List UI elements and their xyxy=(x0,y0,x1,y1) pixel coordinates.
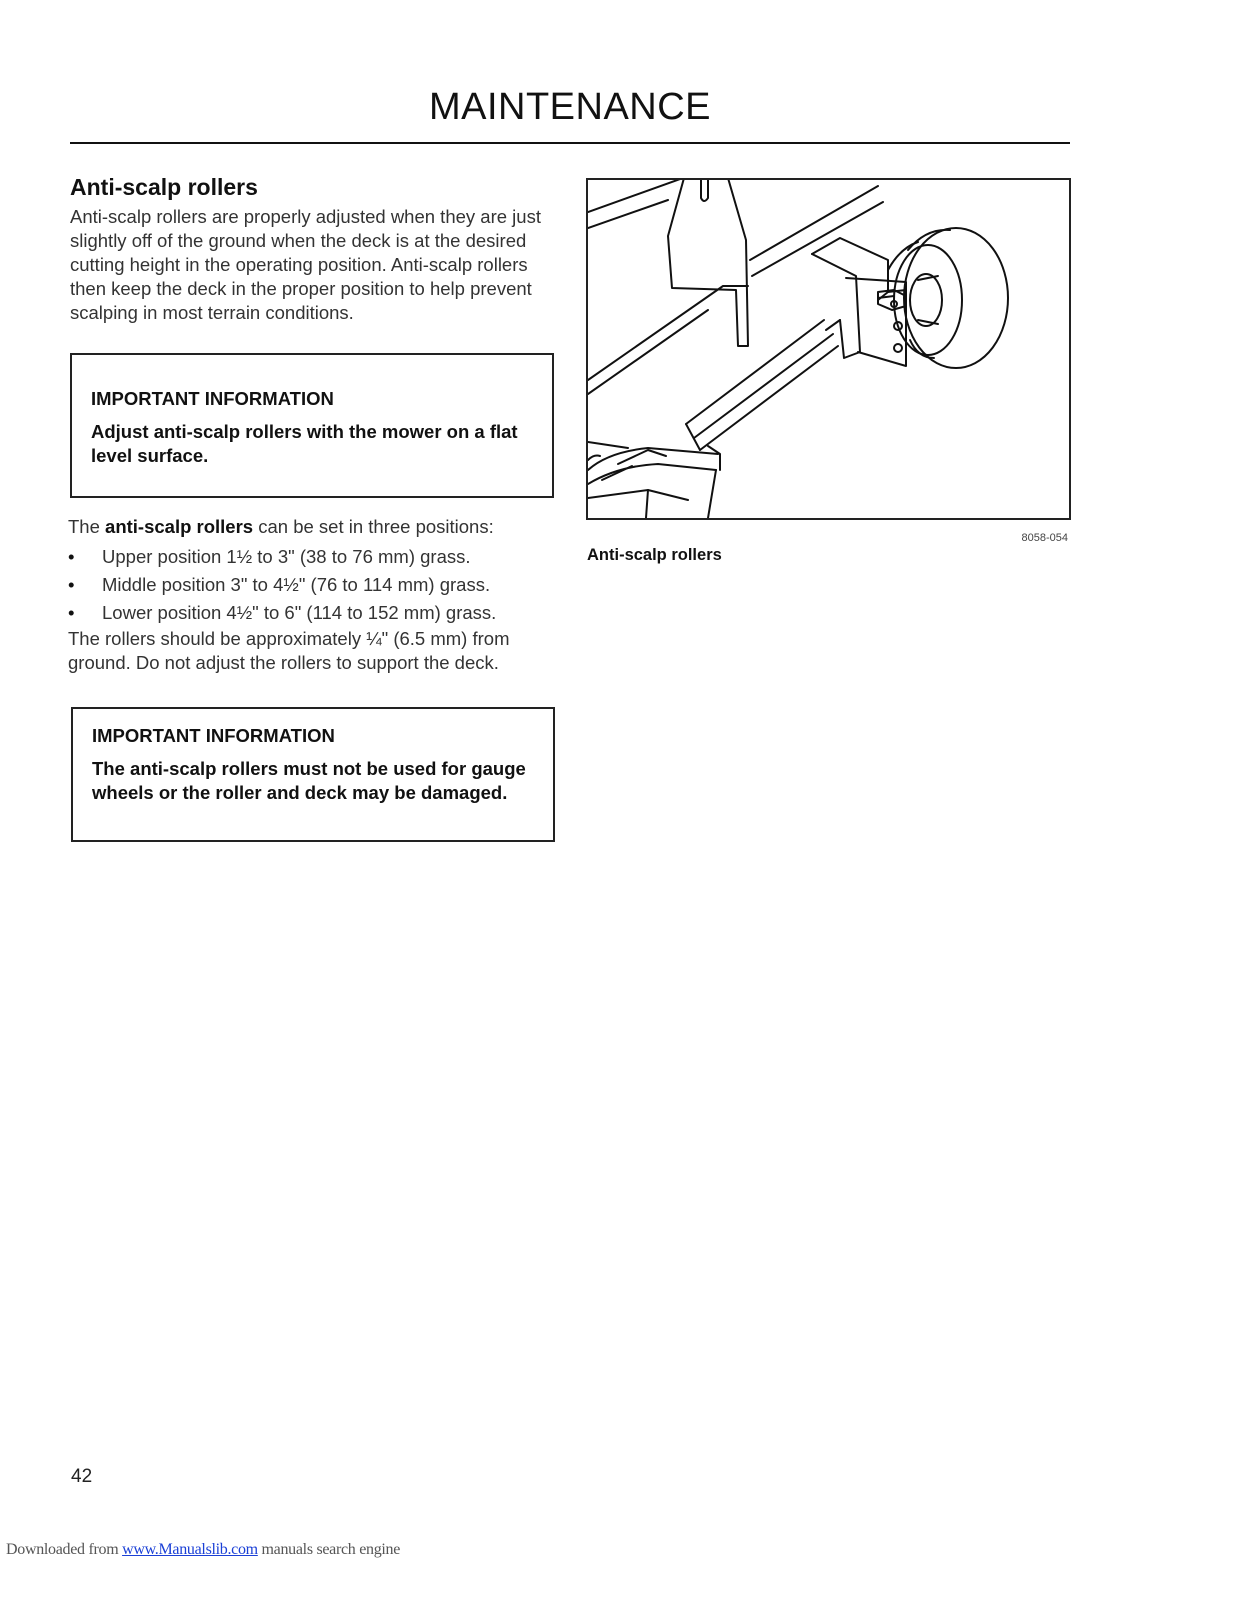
list-item-text: Upper position 1½ to 3" (38 to 76 mm) grass. xyxy=(102,546,471,567)
list-item-upper-position xyxy=(68,543,558,571)
intro-paragraph: Anti-scalp rollers are properly adjusted when they are just slightly off of the ground when the deck is at the desired cutting height in the operating position. Anti-scalp rollers then keep the deck in the proper position to help prevent scalping in most terrain conditions. xyxy=(70,206,541,323)
list-item-middle-position xyxy=(68,571,558,599)
page-number: 42 xyxy=(71,1466,93,1487)
positions-intro-suffix: can be set in three positions: xyxy=(253,516,494,537)
download-footer xyxy=(6,1541,400,1559)
bullet: • xyxy=(68,546,75,567)
anti-scalp-roller-illustration xyxy=(588,180,1069,518)
list-item-text: Lower position 4½" to 6" (114 to 152 mm) grass. xyxy=(102,602,497,623)
important-notice-gauge-wheels xyxy=(71,707,555,842)
page-title: MAINTENANCE xyxy=(428,86,712,128)
list-item-lower-position xyxy=(68,599,558,627)
figure-anti-scalp-rollers xyxy=(586,178,1071,520)
figure-caption: Anti-scalp rollers xyxy=(587,546,722,564)
notice-heading: IMPORTANT INFORMATION xyxy=(91,388,334,409)
positions-list xyxy=(68,543,558,627)
title-divider xyxy=(70,142,1070,144)
footer-prefix: Downloaded from xyxy=(6,1541,123,1558)
important-notice-level-surface xyxy=(70,353,554,498)
notice-body: The anti-scalp rollers must not be used for gauge wheels or the roller and deck may be damaged. xyxy=(92,758,526,803)
figure-code: 8058-054 xyxy=(1021,532,1068,544)
manualslib-link[interactable]: www.Manualslib.com xyxy=(122,1541,258,1558)
bullet: • xyxy=(68,574,75,595)
bullet: • xyxy=(68,602,75,623)
positions-intro xyxy=(68,515,494,539)
notice-heading: IMPORTANT INFORMATION xyxy=(92,725,335,746)
positions-intro-prefix: The xyxy=(68,516,106,537)
footer-suffix: manuals search engine xyxy=(257,1541,401,1558)
notice-body: Adjust anti-scalp rollers with the mower on a flat level surface. xyxy=(91,421,518,466)
list-item-text: Middle position 3" to 4½" (76 to 114 mm) grass. xyxy=(102,574,491,595)
positions-intro-bold: anti-scalp rollers xyxy=(105,516,254,537)
section-heading: Anti-scalp rollers xyxy=(70,174,258,200)
rollers-note: The rollers should be approximately ¼" (6.5 mm) from ground. Do not adjust the rollers to support the deck. xyxy=(68,628,510,673)
